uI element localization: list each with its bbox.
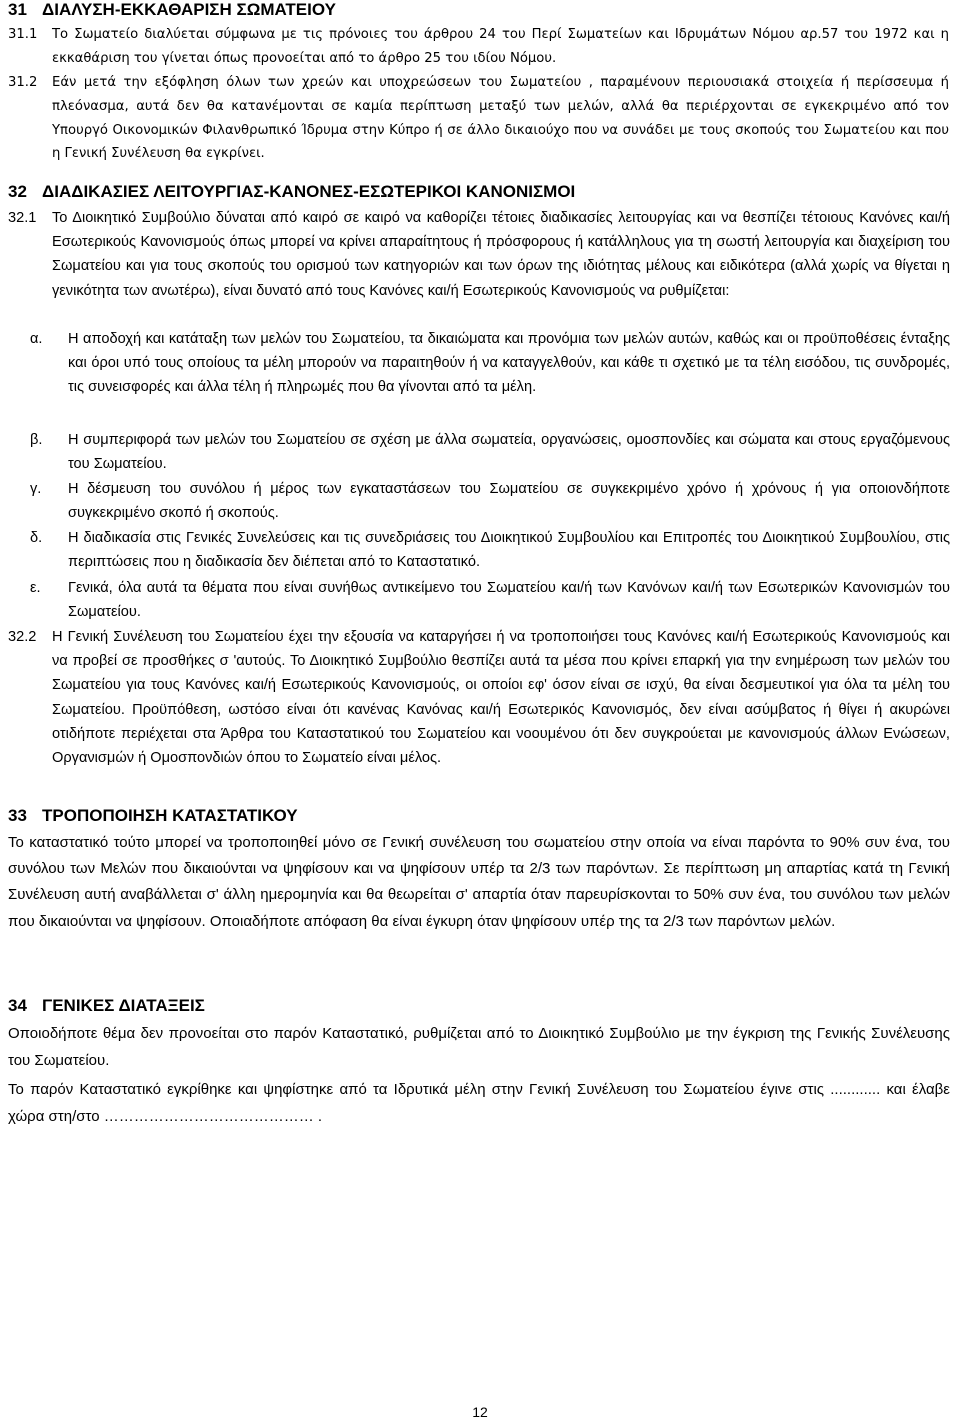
- section-number: 34: [8, 996, 27, 1015]
- list-text: Η δέσμευση του συνόλου ή μέρος των εγκαταστάσεων του Σωματείου σε συγκεκριμένο χρόνο ή χρόνους ή για οποιονδήποτε συγκεκριμένο σκοπό ή σκοπούς.: [68, 481, 950, 522]
- section-31-heading: [8, 0, 336, 20]
- section-34-paragraph-2: Το παρόν Καταστατικό εγκρίθηκε και ψηφίστηκε από τα Ιδρυτικά μέλη στην Γενική Συνέλευση του Σωματείου έγινε στις ............ και έλαβε χώρα στη/στο …………………………………… .: [8, 1081, 950, 1125]
- list-text: Γενικά, όλα αυτά τα θέματα που είναι συνήθως αντικείμενο του Σωματείου και/ή των Κανόνων και/ή των Εσωτερικών Κανονισμών του Σωματείου.: [68, 580, 950, 621]
- list-label: γ.: [30, 481, 42, 497]
- section-number: 32: [8, 182, 27, 201]
- section-32-heading: [8, 182, 575, 202]
- section-title: ΤΡΟΠΟΠΟΙΗΣΗ ΚΑΤΑΣΤΑΤΙΚΟΥ: [42, 806, 298, 825]
- list-text: Η αποδοχή και κατάταξη των μελών του Σωματείου, τα δικαιώματα και προνόμια των μελών αυτών, καθώς και οι προϋποθέσεις ένταξης και όροι υπό τους οποίους τα μέλη μπορούν να παραιτηθούν ή να καταγγελθούν, και κάθε τι σχετικό με τα τέλη εισόδου, τις συνδρομές, τις συνεισφορές και άλλα τέλη ή πληρωμές που θα γίνονται από τα μέλη.: [68, 331, 950, 396]
- clause-text: Το Διοικητικό Συμβούλιο δύναται από καιρό σε καιρό να καθορίζει τέτοιες διαδικασίες λειτουργίας και να θεσπίζει τέτοιους Κανόνες και/ή Εσωτερικούς Κανονισμούς όπως μπορεί να κρίνει απαραίτητους ή πρόσφορους ή κατάλληλους για τη σωστή λειτουργία και διαχείριση του Σωματείου και για τους σκοπούς του ορισμού των κατηγοριών και των όρων της ιδιότητας μέλους και ειδικότερα (αλλά χωρίς να θίγεται η γενικότητα των ανωτέρω), είναι δυνατό από τους Κανόνες και/ή Εσωτερικούς Κανονισμούς να ρυθμίζεται:: [52, 210, 950, 299]
- section-33-heading: [8, 806, 298, 826]
- list-label: β.: [30, 432, 43, 448]
- section-title: ΓΕΝΙΚΕΣ ΔΙΑΤΑΞΕΙΣ: [42, 996, 205, 1015]
- section-33-text: Το καταστατικό τούτο μπορεί να τροποποιηθεί μόνο σε Γενική συνέλευση του σωματείου στην οποία να είναι παρόντα το 90% συν ένα, του συνόλου των Μελών που δικαιούνται να ψηφίσουν και να ψηφίσουν υπέρ τα 2/3 των παρόντων. Σε περίπτωση μη απαρτίας κατά τη Γενική Συνέλευση αυτή αναβάλλεται σ' άλλη ημερομηνία και θα θεωρείται σ' απαρτία όταν παρευρίσκονται το 50% συν ένα, του συνόλου των μελών που δικαιούνται να ψηφίσουν. Οποιαδήποτε απόφαση θα είναι έγκυρη όταν ψηφίσουν υπέρ της τα 2/3 των παρόντων μελών.: [8, 834, 950, 930]
- section-title: ΔΙΑΛΥΣΗ-ΕΚΚΑΘΑΡΙΣΗ ΣΩΜΑΤΕΙΟΥ: [42, 0, 336, 19]
- list-label: δ.: [30, 530, 43, 546]
- clause-number: 31.2: [8, 75, 38, 90]
- list-text: Η συμπεριφορά των μελών του Σωματείου σε σχέση με άλλα σωματεία, οργανώσεις, ομοσπονδίες και σώματα και στους εργαζόμενους του Σωματείου.: [68, 432, 950, 473]
- page-number: 12: [472, 1404, 488, 1420]
- section-number: 31: [8, 0, 27, 19]
- clause-text: Η Γενική Συνέλευση του Σωματείου έχει την εξουσία να καταργήσει ή να τροποποιήσει τους Κανόνες και/ή Εσωτερικούς Κανονισμούς και να προβεί σε προσθήκες σ 'αυτούς. Το Διοικητικό Συμβούλιο θεσπίζει αυτά τα μέσα που κρίνει επαρκή για την ενημέρωση των μελών του Σωματείου για τους Κανόνες και/ή Εσωτερικούς Κανονισμούς, οι οποίοι εφ' όσον είναι σε ισχύ, θα είναι δεσμευτικοί για όλα τα μέλη του Σωματείου. Προϋπόθεση, ωστόσο είναι ότι κανένας Κανόνας και/ή Εσωτερικός Κανονισμός, δεν είναι ασύμβατος ή θίγει ή ακυρώνει οτιδήποτε περιέχεται στα Άρθρα του Καταστατικού του Σωματείου και νοουμένου ότι δεν συγκρούεται με κανονισμούς άλλων Ενώσεων, Οργανισμών ή Ομοσπονδιών όπου το Σωματείο είναι μέλος.: [52, 629, 950, 767]
- section-title: ΔΙΑΔΙΚΑΣΙΕΣ ΛΕΙΤΟΥΡΓΙΑΣ-ΚΑΝΟΝΕΣ-ΕΣΩΤΕΡΙΚΟΙ ΚΑΝΟΝΙΣΜΟΙ: [42, 182, 576, 201]
- clause-number: 32.1: [8, 210, 37, 226]
- clause-number: 31.1: [8, 27, 38, 42]
- list-label: α.: [30, 331, 43, 347]
- section-34-heading: [8, 996, 205, 1016]
- list-label: ε.: [30, 580, 41, 596]
- section-34-paragraph-1: Οποιοδήποτε θέμα δεν προνοείται στο παρόν Καταστατικό, ρυθμίζεται από το Διοικητικό Συμβούλιο με την έγκριση της Γενικής Συνέλευσης του Σωματείου.: [8, 1025, 950, 1069]
- clause-text: Το Σωματείο διαλύεται σύμφωνα με τις πρόνοιες του άρθρου 24 του Περί Σωματείων και Ιδρυμάτων Νόμου αρ.57 του 1972 και η εκκαθάριση του γίνεται όπως προνοείται από το άρθρο 25 του ιδίου Νόμου.: [52, 27, 949, 66]
- list-text: Η διαδικασία στις Γενικές Συνελεύσεις και τις συνεδριάσεις του Διοικητικού Συμβουλίου και Επιτροπές του Διοικητικού Συμβουλίου, στις περιπτώσεις που η διαδικασία δεν διέπεται από το Καταστατικό.: [68, 530, 950, 571]
- section-number: 33: [8, 806, 27, 825]
- clause-number: 32.2: [8, 629, 37, 645]
- clause-text: Εάν μετά την εξόφληση όλων των χρεών και υποχρεώσεων του Σωματείου , παραμένουν περιουσιακά στοιχεία ή περίσσευμα ή πλεόνασμα, αυτά δεν θα κατανέμονται σε καμία περίπτωση μεταξύ των μελών, αλλά θα περιέρχονται σε εγκεκριμένο από τον Υπουργό Οικονομικών Φιλανθρωπικό Ίδρυμα στην Κύπρο ή σε άλλο δικαιούχο που να συνάδει με τους σκοπούς του Σωματείου και που η Γενική Συνέλευση θα εγκρίνει.: [52, 75, 949, 162]
